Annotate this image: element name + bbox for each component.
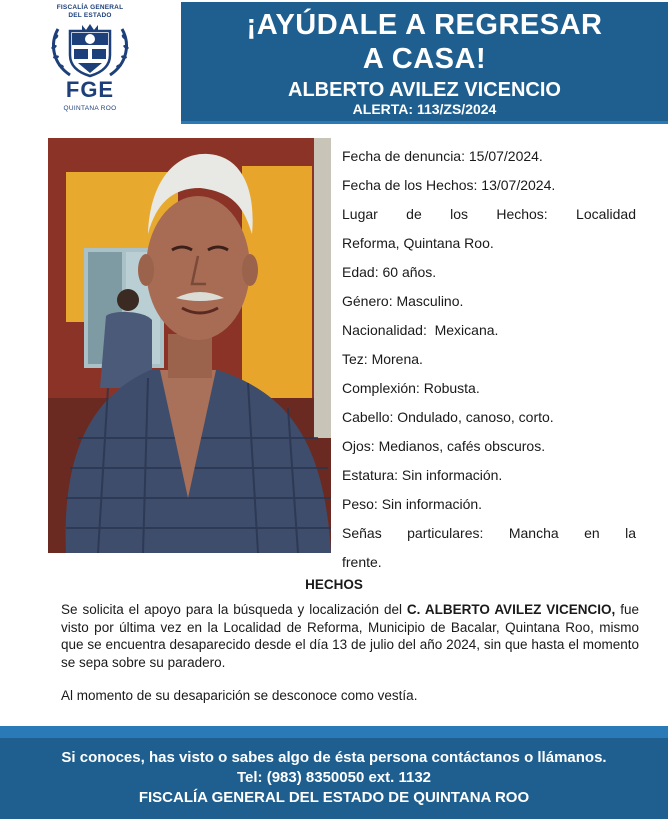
detail-complexion: Complexión: Robusta. xyxy=(342,380,480,396)
person-details xyxy=(342,142,636,577)
fge-logo xyxy=(20,4,160,126)
detail-nacionalidad: Nacionalidad: Mexicana. xyxy=(342,322,499,338)
detail-tez: Tez: Morena. xyxy=(342,351,423,367)
alert-number: ALERTA: 113/ZS/2024 xyxy=(352,101,497,117)
detail-senas-line1: Señas particulares: Mancha en la xyxy=(342,525,636,541)
detail-ojos: Ojos: Medianos, cafés obscuros. xyxy=(342,438,546,454)
missing-person-name: ALBERTO AVILEZ VICENCIO xyxy=(288,79,561,101)
hechos-p1-rest: fue visto por última vez en la Localidad de Reforma, Municipio de Bacalar, Quintana Roo, mismo que se encuentra desaparecido desde el día 13 de julio del año 2024, sin que hasta el momento se sepa sobre su paradero. xyxy=(61,602,639,670)
detail-edad: Edad: 60 años. xyxy=(342,264,437,280)
header-banner xyxy=(181,2,668,124)
detail-estatura: Estatura: Sin información. xyxy=(342,467,503,483)
coat-of-arms-icon xyxy=(48,21,132,79)
header-title-line2: A CASA! xyxy=(362,43,487,75)
logo-top-text-1: FISCALÍA GENERAL xyxy=(56,4,124,11)
hechos-paragraph xyxy=(61,601,639,671)
detail-peso: Peso: Sin información. xyxy=(342,496,483,512)
detail-cabello: Cabello: Ondulado, canoso, corto. xyxy=(342,409,554,425)
missing-person-photo xyxy=(48,138,331,553)
footer-accent-strip xyxy=(0,726,668,738)
detail-genero: Género: Masculino. xyxy=(342,293,464,309)
photo-illustration xyxy=(48,138,331,553)
footer-contact xyxy=(0,738,668,819)
footer-phone: Tel: (983) 8350050 ext. 1132 xyxy=(236,769,432,786)
hechos-p1-name: C. ALBERTO AVILEZ VICENCIO, xyxy=(406,602,616,617)
footer-agency: FISCALÍA GENERAL DEL ESTADO DE QUINTANA ROO xyxy=(138,789,530,806)
logo-acronym: FGE xyxy=(65,77,115,102)
detail-fecha-hechos: Fecha de los Hechos: 13/07/2024. xyxy=(342,177,556,193)
header-title xyxy=(181,8,668,76)
hechos-p1-start: Se solicita el apoyo para la búsqueda y localización del xyxy=(61,602,407,617)
detail-senas-line2: frente. xyxy=(342,554,382,570)
footer-call-to-action: Si conoces, has visto o sabes algo de ésta persona contáctanos o llámanos. xyxy=(61,749,607,766)
detail-lugar-line2: Reforma, Quintana Roo. xyxy=(342,235,494,251)
detail-lugar-line1: Lugar de los Hechos: Localidad xyxy=(342,206,636,222)
detail-fecha-denuncia: Fecha de denuncia: 15/07/2024. xyxy=(342,148,543,164)
logo-top-text-2: DEL ESTADO xyxy=(68,11,112,19)
logo-bottom-text: QUINTANA ROO xyxy=(63,105,117,112)
hechos-clothing-paragraph: Al momento de su desaparición se desconoce como vestía. xyxy=(61,688,418,703)
hechos-heading: HECHOS xyxy=(305,577,363,592)
header-title-line1: ¡AYÚDALE A REGRESAR xyxy=(246,9,603,41)
